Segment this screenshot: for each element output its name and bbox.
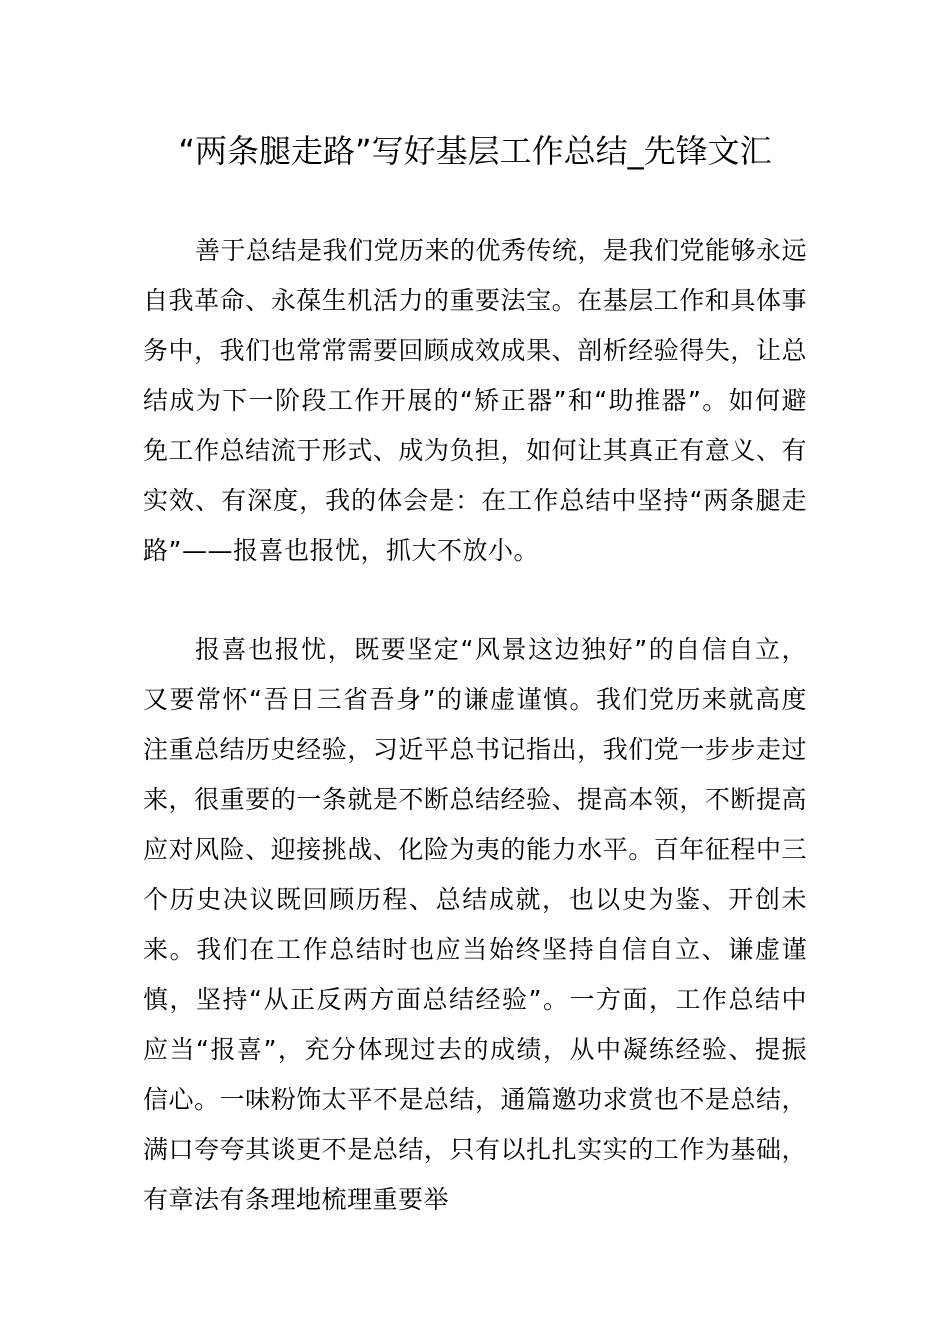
paragraph-1: 善于总结是我们党历来的优秀传统，是我们党能够永远自我革命、永葆生机活力的重要法宝。在基层工作和具体事务中，我们也常常需要回顾成效成果、剖析经验得失，让总结成为下一阶段工作开展的“矫正器”和“助推器”。如何避免工作总结流于形式、成为负担，如何让其真正有意义、有实效、有深度，我的体会是：在工作总结中坚持“两条腿走路”——报喜也报忧，抓大不放小。 — [143, 236, 808, 565]
document-title: “两条腿走路”写好基层工作总结_先锋文汇 — [178, 132, 772, 170]
paragraph-2: 报喜也报忧，既要坚定“风景这边独好”的自信自立，又要常怀“吾日三省吾身”的谦虚谨慎。我们党历来就高度注重总结历史经验，习近平总书记指出，我们党一步步走过来，很重要的一条就是不断总结经验、提高本领，不断提高应对风险、迎接挑战、化险为夷的能力水平。百年征程中三个历史决议既回顾历程、总结成就，也以史为鉴、开创未来。我们在工作总结时也应当始终坚持自信自立、谦虚谨慎，坚持“从正反两方面总结经验”。一方面，工作总结中应当“报喜”，充分体现过去的成绩，从中凝练经验、提振信心。一味粉饰太平不是总结，通篇邀功求赏也不是总结，满口夸夸其谈更不是总结，只有以扎扎实实的工作为基础，有章法有条理地梳理重要举 — [143, 635, 807, 1214]
